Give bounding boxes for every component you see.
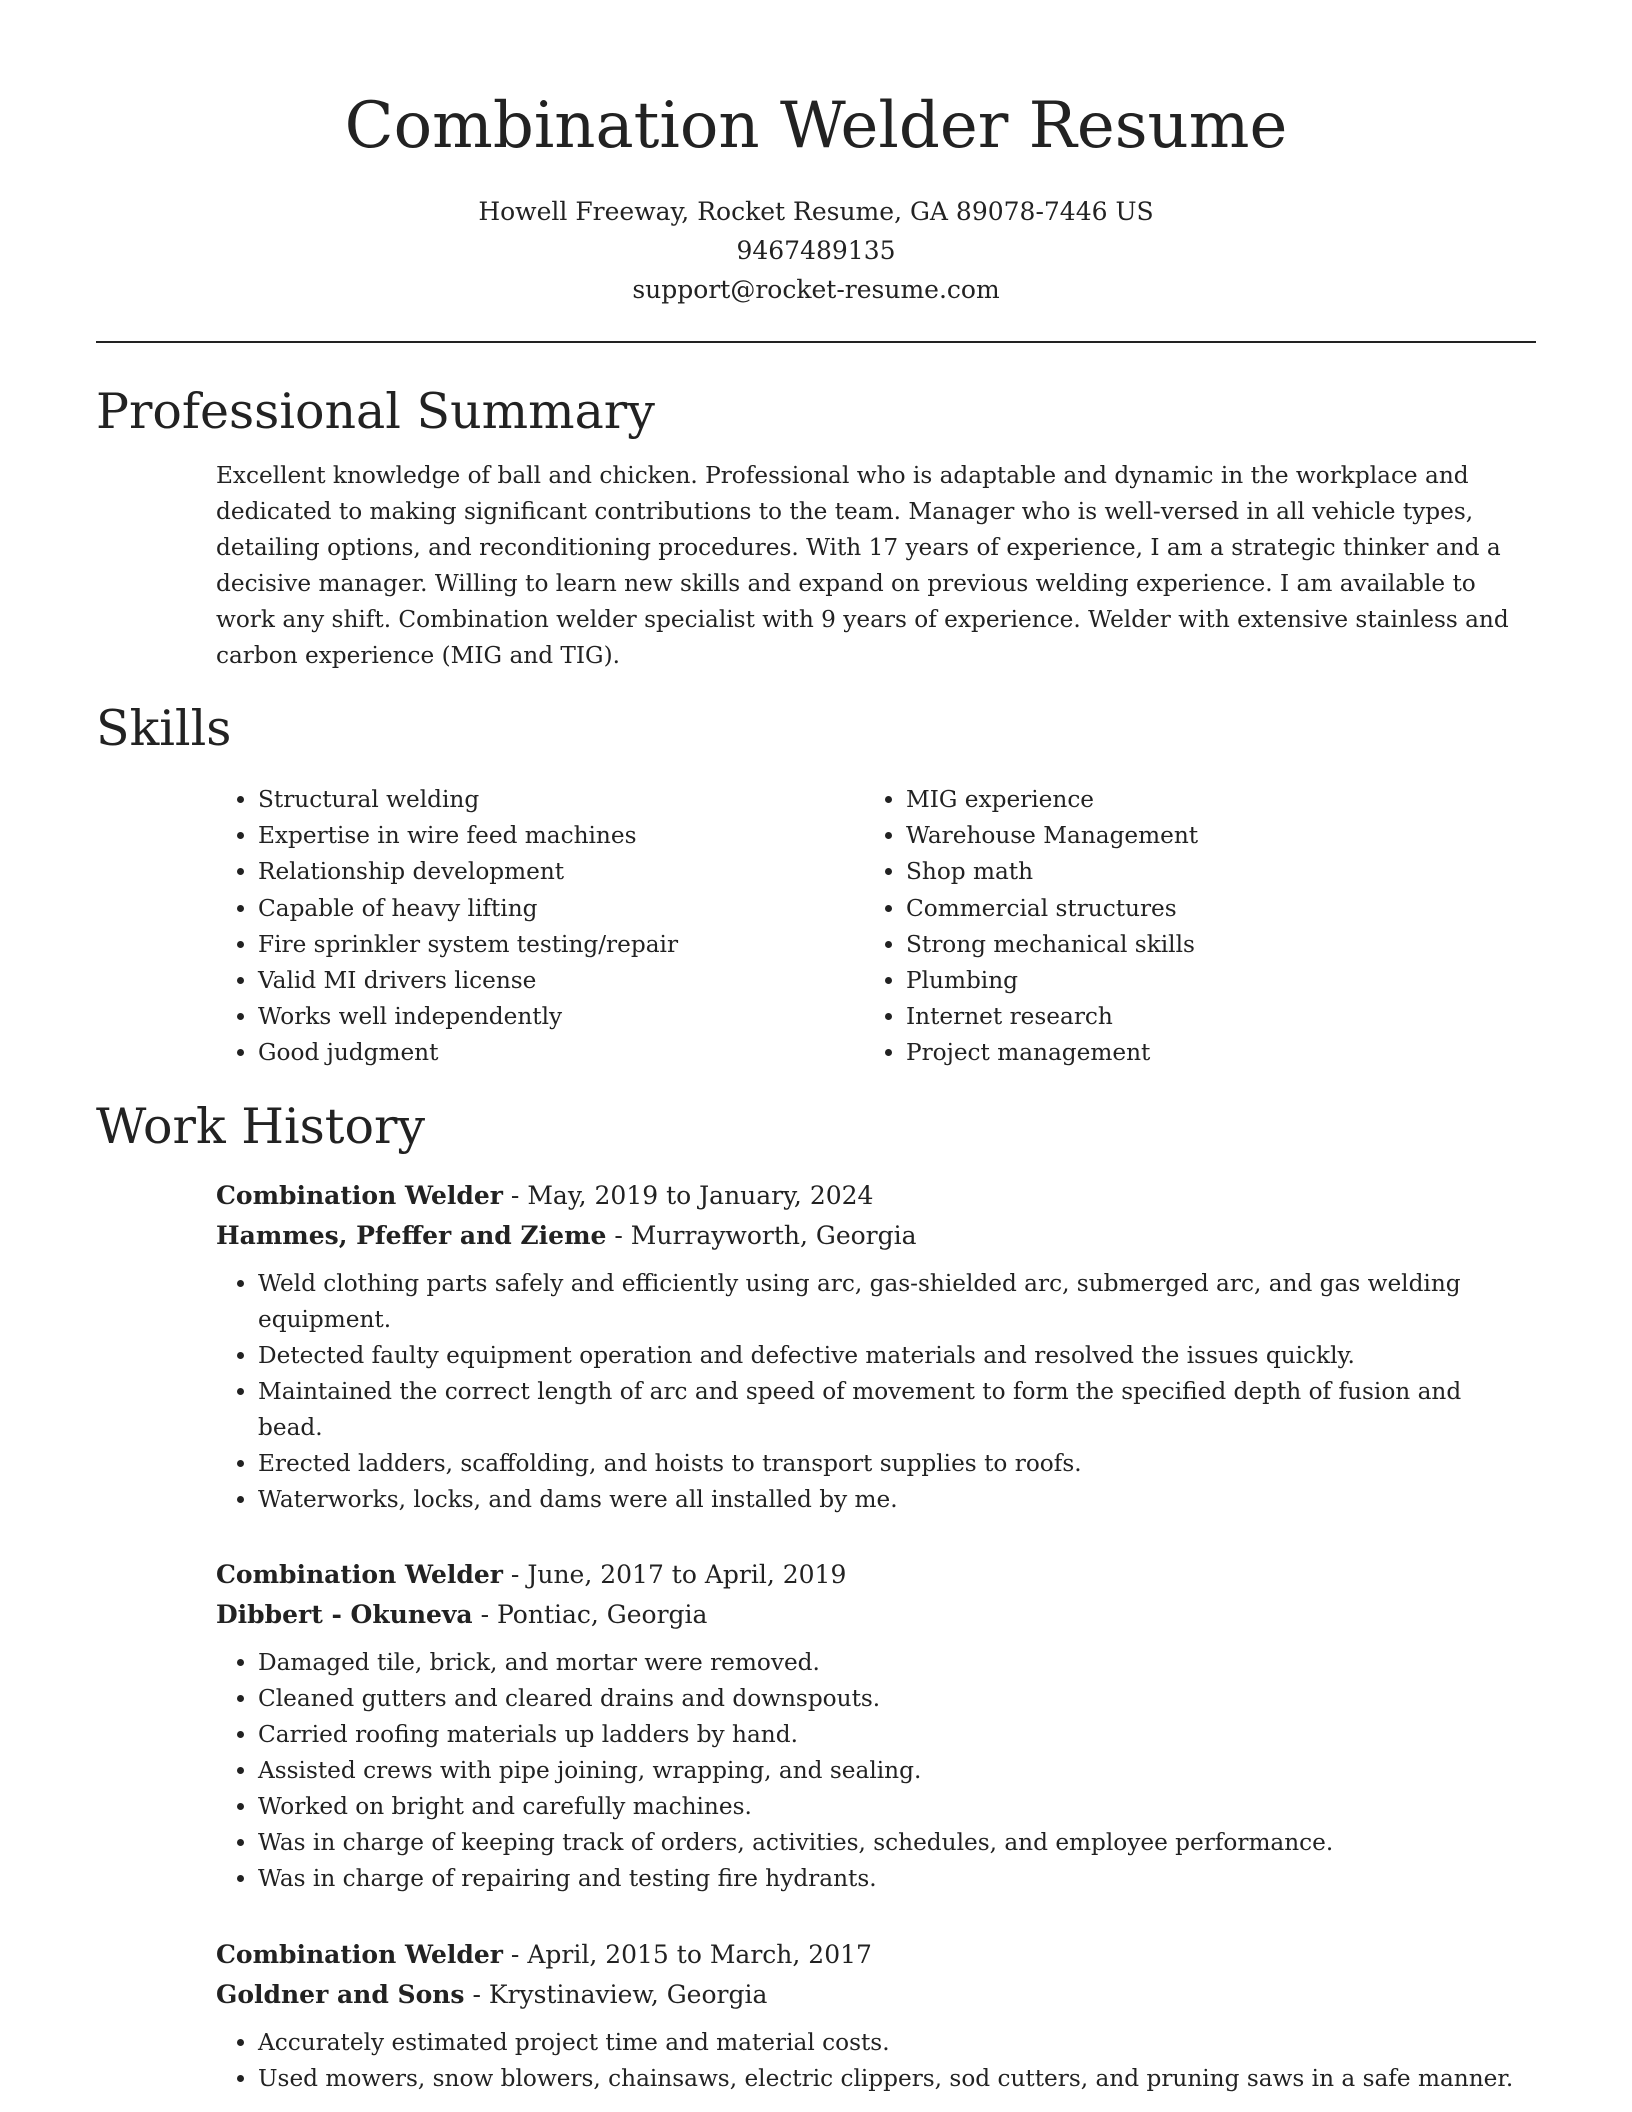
list-item: • Was in charge of repairing and testing fire hydrants.	[258, 1861, 1532, 1897]
header-divider	[96, 341, 1536, 343]
skills-list-left	[216, 782, 824, 1072]
job-entry	[216, 1176, 1532, 1518]
skills-list-right	[864, 782, 1472, 1072]
skill-item: • Works well independently	[258, 999, 824, 1035]
skill-item: • Capable of heavy lifting	[258, 891, 824, 927]
list-item: • Waterworks, locks, and dams were all installed by me.	[258, 1482, 1532, 1518]
list-item: • Erected ladders, scaffolding, and hoists to transport supplies to roofs.	[258, 1446, 1532, 1482]
job-company: Goldner and Sons	[216, 1980, 465, 2009]
list-item: • Maintained the correct length of arc and speed of movement to form the specified depth of fusion and bead.	[258, 1374, 1532, 1446]
work-history-heading: Work History	[96, 1098, 426, 1155]
job-duties	[216, 2025, 1532, 2097]
skill-item: • Warehouse Management	[906, 818, 1472, 854]
job-entry	[216, 1555, 1532, 1897]
job-company-line	[216, 1216, 1532, 1256]
job-company: Hammes, Pfeffer and Zieme	[216, 1221, 607, 1250]
job-dates: - April, 2015 to March, 2017	[502, 1940, 872, 1969]
job-title: Combination Welder	[216, 1940, 503, 1969]
contact-phone: 9467489135	[736, 236, 896, 265]
contact-email: support@rocket-resume.com	[632, 275, 1000, 304]
list-item: • Carried roofing materials up ladders by hand.	[258, 1717, 1532, 1753]
job-location: - Krystinaview, Georgia	[464, 1980, 768, 2009]
skill-item: • Fire sprinkler system testing/repair	[258, 927, 824, 963]
job-title: Combination Welder	[216, 1560, 503, 1589]
job-title-line	[216, 1935, 1532, 1975]
list-item: • Detected faulty equipment operation and defective materials and resolved the issues quickly.	[258, 1338, 1532, 1374]
skill-item: • Plumbing	[906, 963, 1472, 999]
skill-item: • Strong mechanical skills	[906, 927, 1472, 963]
list-item: • Assisted crews with pipe joining, wrapping, and sealing.	[258, 1753, 1532, 1789]
list-item: • Was in charge of keeping track of orders, activities, schedules, and employee performance.	[258, 1825, 1532, 1861]
skill-item: • Commercial structures	[906, 891, 1472, 927]
job-duties	[216, 1266, 1532, 1518]
job-dates: - May, 2019 to January, 2024	[502, 1181, 874, 1210]
skill-item: • Valid MI drivers license	[258, 963, 824, 999]
skills-columns	[216, 782, 1516, 1072]
job-company-line	[216, 1595, 1532, 1635]
list-item: • Worked on bright and carefully machines.	[258, 1789, 1532, 1825]
job-title: Combination Welder	[216, 1181, 503, 1210]
list-item: • Used mowers, snow blowers, chainsaws, electric clippers, sod cutters, and pruning saws in a safe manner.	[258, 2061, 1532, 2097]
skill-item: • Project management	[906, 1035, 1472, 1071]
job-entry	[216, 1935, 1532, 2097]
summary-text: Excellent knowledge of ball and chicken. Professional who is adaptable and dynamic in the workplace and dedicated to making significant contributions to the team. Manager who is well-versed in all vehicle types, detailing options, and reconditioning procedures. With 17 years of experience, I am a strategic thinker and a decisive manager. Willing to learn new skills and expand on previous welding experience. I am available to work any shift. Combination welder specialist with 9 years of experience. Welder with extensive stainless and carbon experience (MIG and TIG).	[216, 462, 1509, 669]
list-item: • Damaged tile, brick, and mortar were removed.	[258, 1645, 1532, 1681]
skill-item: • Relationship development	[258, 854, 824, 890]
job-dates: - June, 2017 to April, 2019	[502, 1560, 847, 1589]
job-company: Dibbert - Okuneva	[216, 1600, 473, 1629]
summary-heading: Professional Summary	[96, 383, 655, 440]
skill-item: • Internet research	[906, 999, 1472, 1035]
skill-item: • Structural welding	[258, 782, 824, 818]
skill-item: • Expertise in wire feed machines	[258, 818, 824, 854]
job-location: - Murrayworth, Georgia	[606, 1221, 917, 1250]
skills-heading: Skills	[96, 700, 232, 757]
job-title-line	[216, 1555, 1532, 1595]
list-item: • Weld clothing parts safely and efficiently using arc, gas-shielded arc, submerged arc, and gas welding equipment.	[258, 1266, 1532, 1338]
job-location: - Pontiac, Georgia	[472, 1600, 708, 1629]
list-item: • Accurately estimated project time and material costs.	[258, 2025, 1532, 2061]
list-item: • Cleaned gutters and cleared drains and downspouts.	[258, 1681, 1532, 1717]
skill-item: • Good judgment	[258, 1035, 824, 1071]
resume-title: Combination Welder Resume	[344, 89, 1288, 163]
skill-item: • Shop math	[906, 854, 1472, 890]
skill-item: • MIG experience	[906, 782, 1472, 818]
contact-block	[96, 192, 1536, 309]
contact-address: Howell Freeway, Rocket Resume, GA 89078-7446 US	[478, 197, 1154, 226]
job-duties	[216, 1645, 1532, 1897]
job-title-line	[216, 1176, 1532, 1216]
job-company-line	[216, 1975, 1532, 2015]
